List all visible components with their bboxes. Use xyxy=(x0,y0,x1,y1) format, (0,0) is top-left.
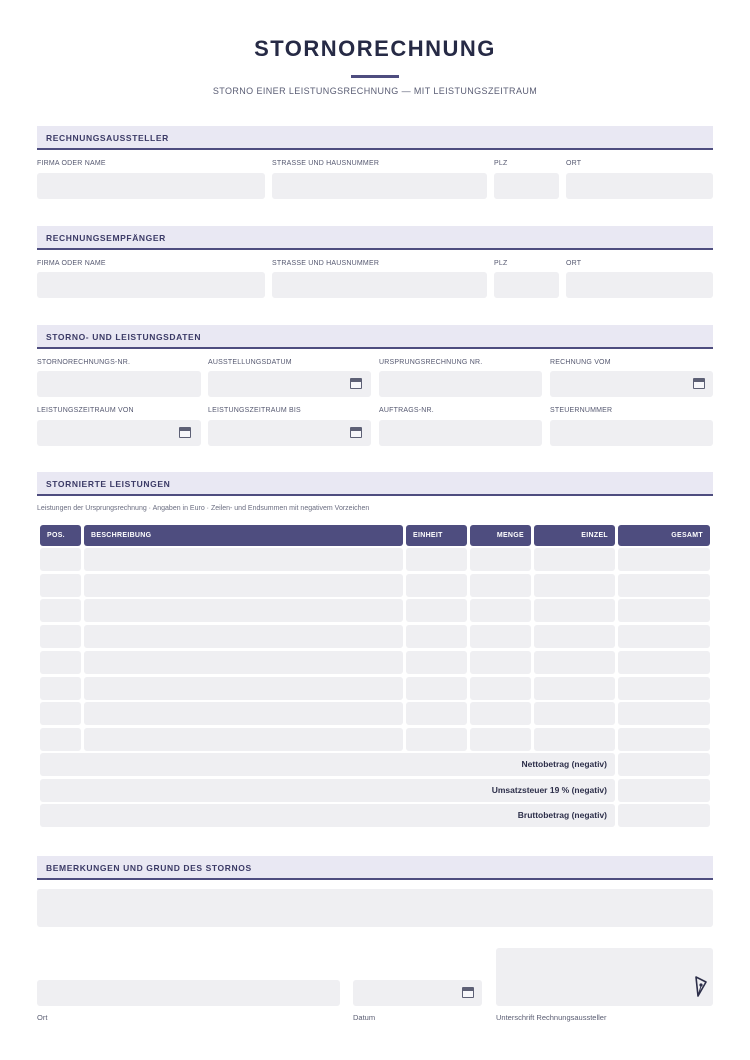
gesamt-cell[interactable] xyxy=(618,651,710,674)
column-header-gesamt: GESAMT xyxy=(618,525,710,546)
pos-cell[interactable] xyxy=(40,625,81,648)
einzel-cell[interactable] xyxy=(534,728,615,751)
calendar-icon[interactable] xyxy=(350,427,362,438)
page-title: STORNORECHNUNG xyxy=(254,36,496,61)
beschreibung-cell[interactable] xyxy=(84,599,403,622)
einzel-cell[interactable] xyxy=(534,651,615,674)
empfaenger-strasse-label: STRASSE UND HAUSNUMMER xyxy=(272,260,380,267)
gesamt-cell[interactable] xyxy=(618,625,710,648)
einheit-cell[interactable] xyxy=(406,574,467,597)
gesamt-cell[interactable] xyxy=(618,702,710,725)
beschreibung-cell[interactable] xyxy=(84,728,403,751)
einzel-cell[interactable] xyxy=(534,702,615,725)
pos-cell[interactable] xyxy=(40,677,81,700)
section-title: RECHNUNGSAUSSTELLER xyxy=(46,133,169,143)
auftragsnr-label: AUFTRAGS-NR. xyxy=(379,407,434,414)
menge-cell[interactable] xyxy=(470,625,531,648)
brutto-label: Bruttobetrag (negativ) xyxy=(517,810,607,820)
beschreibung-cell[interactable] xyxy=(84,677,403,700)
ort-label: Ort xyxy=(37,1013,48,1022)
unterschrift-field[interactable] xyxy=(496,948,713,1006)
brutto-value-field[interactable] xyxy=(618,804,710,827)
beschreibung-cell[interactable] xyxy=(84,574,403,597)
section-title: STORNO- UND LEISTUNGSDATEN xyxy=(46,332,202,342)
zeitraum-von-field[interactable] xyxy=(37,420,201,446)
calendar-icon[interactable] xyxy=(179,427,191,438)
einheit-cell[interactable] xyxy=(406,599,467,622)
einzel-cell[interactable] xyxy=(534,574,615,597)
einheit-cell[interactable] xyxy=(406,625,467,648)
page-subtitle: STORNO EINER LEISTUNGSRECHNUNG — MIT LEISTUNGSZEITRAUM xyxy=(212,86,538,96)
ursprungsnr-field[interactable] xyxy=(379,371,542,397)
ausstellungsdatum-label: AUSSTELLUNGSDATUM xyxy=(208,359,292,366)
pen-icon xyxy=(693,976,709,998)
empfaenger-plz-field[interactable] xyxy=(494,272,559,298)
gesamt-cell[interactable] xyxy=(618,574,710,597)
bemerkungen-field[interactable] xyxy=(37,889,713,927)
einheit-cell[interactable] xyxy=(406,651,467,674)
section-title: STORNIERTE LEISTUNGEN xyxy=(46,479,171,489)
netto-value-field[interactable] xyxy=(618,753,710,776)
calendar-icon[interactable] xyxy=(350,378,362,389)
ausstellungsdatum-field[interactable] xyxy=(208,371,371,397)
pos-cell[interactable] xyxy=(40,728,81,751)
leistungen-note: Leistungen der Ursprungsrechnung · Angaben in Euro · Zeilen- und Endsummen mit negativem Vorzeichen xyxy=(37,505,370,512)
section-header-bemerkungen xyxy=(37,856,713,880)
unterschrift-label: Unterschrift Rechnungsaussteller xyxy=(496,1013,607,1022)
aussteller-strasse-label: STRASSE UND HAUSNUMMER xyxy=(272,160,380,167)
menge-cell[interactable] xyxy=(470,599,531,622)
einzel-cell[interactable] xyxy=(534,677,615,700)
ust-label: Umsatzsteuer 19 % (negativ) xyxy=(491,785,607,795)
column-header-einzel: EINZEL xyxy=(534,525,615,546)
einheit-cell[interactable] xyxy=(406,728,467,751)
pos-cell[interactable] xyxy=(40,574,81,597)
menge-cell[interactable] xyxy=(470,574,531,597)
beschreibung-cell[interactable] xyxy=(84,702,403,725)
einheit-cell[interactable] xyxy=(406,702,467,725)
menge-cell[interactable] xyxy=(470,548,531,571)
gesamt-cell[interactable] xyxy=(618,548,710,571)
menge-cell[interactable] xyxy=(470,651,531,674)
section-title: RECHNUNGSEMPFÄNGER xyxy=(46,233,166,243)
empfaenger-firma-label: FIRMA ODER NAME xyxy=(37,260,106,267)
zeitraum-von-label: LEISTUNGSZEITRAUM VON xyxy=(37,407,134,414)
section-header-aussteller xyxy=(37,126,713,150)
stornonr-field[interactable] xyxy=(37,371,201,397)
pos-cell[interactable] xyxy=(40,548,81,571)
gesamt-cell[interactable] xyxy=(618,599,710,622)
section-title: BEMERKUNGEN UND GRUND DES STORNOS xyxy=(46,863,252,873)
steuernr-field[interactable] xyxy=(550,420,713,446)
beschreibung-cell[interactable] xyxy=(84,625,403,648)
einzel-cell[interactable] xyxy=(534,548,615,571)
empfaenger-ort-label: ORT xyxy=(566,260,582,267)
menge-cell[interactable] xyxy=(470,728,531,751)
calendar-icon[interactable] xyxy=(462,987,474,998)
gesamt-cell[interactable] xyxy=(618,677,710,700)
aussteller-plz-field[interactable] xyxy=(494,173,559,199)
rechnung-vom-field[interactable] xyxy=(550,371,713,397)
auftragsnr-field[interactable] xyxy=(379,420,542,446)
einheit-cell[interactable] xyxy=(406,677,467,700)
section-header-leistungen xyxy=(37,472,713,496)
steuernr-label: STEUERNUMMER xyxy=(550,407,613,414)
ust-value-field[interactable] xyxy=(618,779,710,802)
ursprungsnr-label: URSPRUNGSRECHNUNG NR. xyxy=(379,359,483,366)
empfaenger-strasse-field[interactable] xyxy=(272,272,487,298)
zeitraum-bis-label: LEISTUNGSZEITRAUM BIS xyxy=(208,407,301,414)
rechnung-vom-label: RECHNUNG VOM xyxy=(550,359,611,366)
ort-field[interactable] xyxy=(37,980,340,1006)
aussteller-ort-field[interactable] xyxy=(566,173,713,199)
column-header-einheit: EINHEIT xyxy=(406,525,467,546)
pos-cell[interactable] xyxy=(40,702,81,725)
netto-label: Nettobetrag (negativ) xyxy=(521,759,607,769)
datum-label: Datum xyxy=(353,1013,376,1022)
empfaenger-firma-field[interactable] xyxy=(37,272,265,298)
empfaenger-plz-label: PLZ xyxy=(494,260,508,267)
beschreibung-cell[interactable] xyxy=(84,548,403,571)
einheit-cell[interactable] xyxy=(406,548,467,571)
column-header-menge: MENGE xyxy=(470,525,531,546)
aussteller-firma-field[interactable] xyxy=(37,173,265,199)
aussteller-plz-label: PLZ xyxy=(494,160,508,167)
section-header-empfaenger xyxy=(37,226,713,250)
title-divider xyxy=(351,75,399,78)
pos-cell[interactable] xyxy=(40,599,81,622)
column-header-beschreibung: BESCHREIBUNG xyxy=(84,525,403,546)
calendar-icon[interactable] xyxy=(693,378,705,389)
column-header-pos: POS. xyxy=(40,525,81,546)
gesamt-cell[interactable] xyxy=(618,728,710,751)
zeitraum-bis-field[interactable] xyxy=(208,420,371,446)
aussteller-strasse-field[interactable] xyxy=(272,173,487,199)
empfaenger-ort-field[interactable] xyxy=(566,272,713,298)
section-header-daten xyxy=(37,325,713,349)
aussteller-ort-label: ORT xyxy=(566,160,582,167)
menge-cell[interactable] xyxy=(470,677,531,700)
einzel-cell[interactable] xyxy=(534,625,615,648)
menge-cell[interactable] xyxy=(470,702,531,725)
stornonr-label: STORNORECHNUNGS-NR. xyxy=(37,359,131,366)
pos-cell[interactable] xyxy=(40,651,81,674)
beschreibung-cell[interactable] xyxy=(84,651,403,674)
einzel-cell[interactable] xyxy=(534,599,615,622)
aussteller-firma-label: FIRMA ODER NAME xyxy=(37,160,106,167)
